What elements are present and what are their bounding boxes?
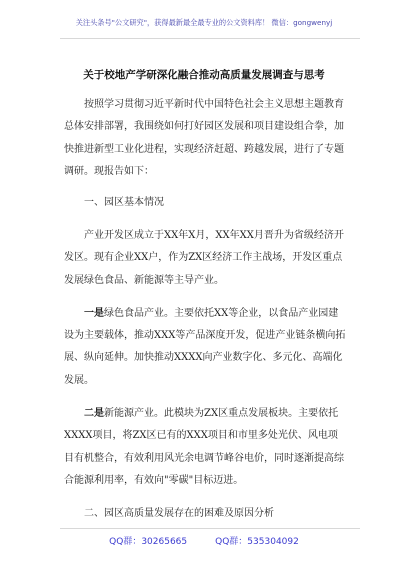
footer-qq-group-1: QQ群：30265665 <box>109 537 188 547</box>
footer-divider <box>60 528 360 529</box>
footer <box>0 534 408 547</box>
item-2-paragraph <box>64 403 346 492</box>
section-1-paragraph: 产业开发区成立于XX年X月，XX年XX月晋升为省级经济开发区。现有企业XX户，作为ZX区经济工作主战场，开发区重点发展绿色食品、新能源等主导产业。 <box>64 229 344 286</box>
section-1-heading: 一、园区基本情况 <box>84 196 164 208</box>
intro-paragraph: 按照学习贯彻习近平新时代中国特色社会主义思想主题教育总体安排部署，我围绕如何打好园区发展和项目建设组合拳，加快推进新型工业化进程，实现经济赶超、跨越发展，进行了专题调研。现报告如下： <box>64 99 344 177</box>
footer-qq-group-2: QQ群：535304092 <box>215 537 299 547</box>
section-2-heading: 二、园区高质量发展存在的困难及原因分析 <box>84 508 274 520</box>
document-body <box>64 94 346 526</box>
item-2-lead: 二是 <box>84 408 104 420</box>
item-1-paragraph <box>64 303 346 392</box>
header-notice: 关注头条号"公文研究"，获得最新最全最专业的公文资料库！ 微信：gongwenyj <box>75 18 333 27</box>
document-title: 关于校地产学研深化融合推动高质量发展调查与思考 <box>83 69 325 81</box>
item-1-text: 绿色食品产业。主要依托XX等企业，以食品产业园建设为主要载体，推动XXX等产品深度开发，促进产业链条横向拓展、纵向延伸。加快推动XXXX向产业数字化、多元化、高端化发展。 <box>64 307 346 386</box>
item-1-lead: 一是 <box>84 307 104 319</box>
header-divider <box>60 38 360 39</box>
item-2-text: 新能源产业。此模块为ZX区重点发展板块。主要依托XXXX项目，将ZX区已有的XXX项目和市里多处光伏、风电项目有机整合，有效利用风光余电调节峰谷电价，同时逐渐提高综合能源利用率，有效向"零碳"目标迈进。 <box>64 408 344 486</box>
